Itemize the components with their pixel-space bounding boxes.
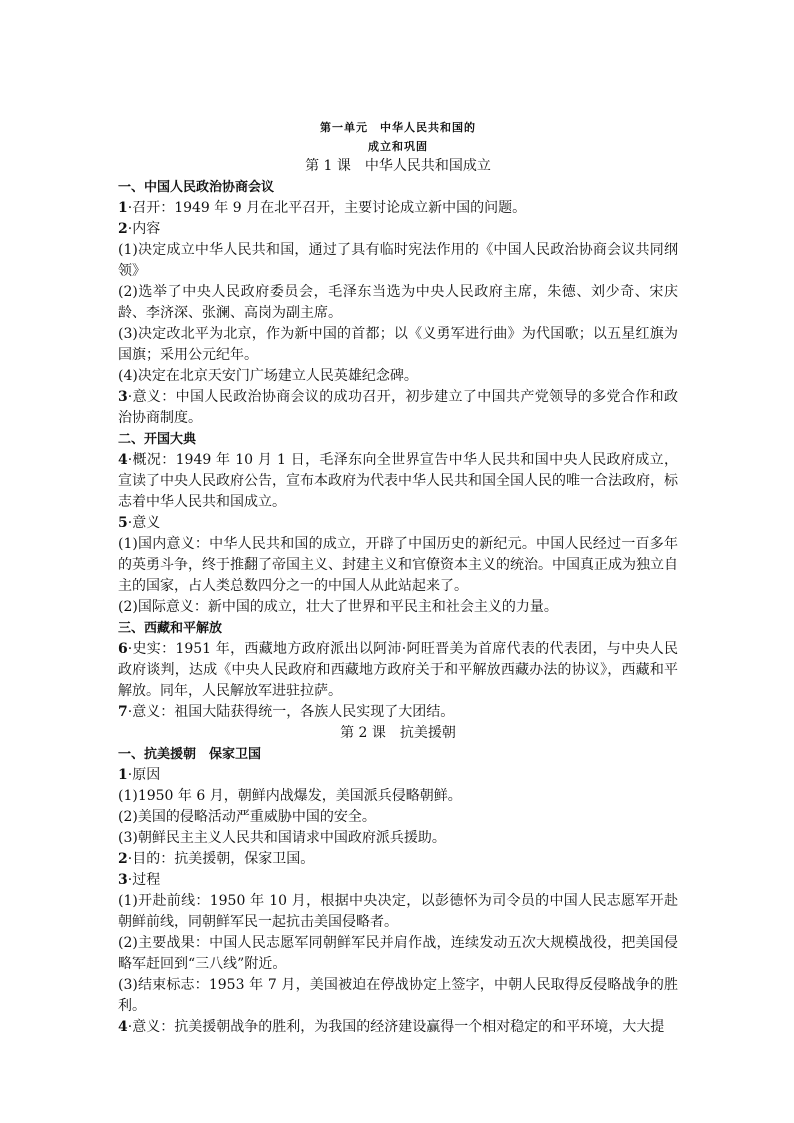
- unit-title-line2: 成立和巩固: [368, 140, 428, 153]
- item-number: 1: [118, 200, 128, 216]
- paragraph: [118, 702, 678, 723]
- item-text: ·目的：抗美援朝，保家卫国。: [127, 851, 315, 867]
- sub-item: (1)开赴前线：1950 年 10 月，根据中央决定，以彭德怀为司令员的中国人民志愿军开赴朝鲜前线，同朝鲜军民一起抗击美国侵略者。: [118, 893, 678, 930]
- sub-item: (1)1950 年 6 月，朝鲜内战爆发，美国派兵侵略朝鲜。: [118, 788, 462, 804]
- paragraph: [118, 765, 678, 786]
- paragraph: [118, 870, 678, 891]
- lesson-2-title: 第 2 课 抗美援朝: [340, 725, 456, 741]
- sub-item: (4)决定在北京天安门广场建立人民英雄纪念碑。: [118, 368, 418, 384]
- section-heading: 二、开国大典: [118, 432, 197, 447]
- item-number: 1: [118, 767, 128, 783]
- item-text: ·意义：抗美援朝战争的胜利，为我国的经济建设赢得一个相对稳定的和平环境，大大提: [127, 1019, 665, 1035]
- section-heading: 一、抗美援朝 保家卫国: [118, 747, 262, 762]
- item-text: ·原因: [127, 767, 161, 783]
- item-text: ·意义：中国人民政治协商会议的成功召开，初步建立了中国共产党领导的多党合作和政治协商制度。: [118, 389, 678, 426]
- item-text: ·召开：1949 年 9 月在北平召开，主要讨论成立新中国的问题。: [127, 200, 527, 216]
- item-text: ·内容: [127, 221, 161, 237]
- paragraph: [118, 450, 678, 513]
- sub-item: (1)决定成立中华人民共和国，通过了具有临时宪法作用的《中国人民政治协商会议共同纲领》: [118, 242, 678, 279]
- paragraph: [118, 849, 678, 870]
- sub-item: (2)主要战果：中国人民志愿军同朝鲜军民并肩作战，连续发动五次大规模战役，把美国侵略军赶回到“三八线”附近。: [118, 935, 678, 972]
- item-text: ·过程: [127, 872, 161, 888]
- paragraph: [118, 387, 678, 429]
- paragraph: [118, 198, 678, 219]
- lesson-1-title: 第 1 课 中华人民共和国成立: [305, 158, 491, 174]
- sub-item: (2)选举了中央人民政府委员会，毛泽东当选为中央人民政府主席，朱德、刘少奇、宋庆龄、李济深、张澜、高岗为副主席。: [118, 284, 678, 321]
- sub-item: (1)国内意义：中华人民共和国的成立，开辟了中国历史的新纪元。中国人民经过一百多年的英勇斗争，终于推翻了帝国主义、封建主义和官僚资本主义的统治。中国真正成为独立自主的国家，占人类总数四分之一的中国人从此站起来了。: [118, 536, 678, 594]
- sub-item: (3)决定改北平为北京，作为新中国的首都；以《义勇军进行曲》为代国歌；以五星红旗为国旗；采用公元纪年。: [118, 326, 678, 363]
- paragraph: [118, 513, 678, 534]
- sub-item: (3)朝鲜民主主义人民共和国请求中国政府派兵援助。: [118, 830, 446, 846]
- item-text: ·意义：祖国大陆获得统一，各族人民实现了大团结。: [127, 704, 455, 720]
- item-number: 5: [118, 515, 128, 531]
- item-number: 2: [118, 221, 128, 237]
- section-heading: 一、中国人民政治协商会议: [118, 180, 275, 195]
- unit-title: 第一单元 中华人民共和国的: [320, 121, 476, 134]
- sub-item: (3)结束标志：1953 年 7 月，美国被迫在停战协定上签字，中朝人民取得反侵略战争的胜利。: [118, 977, 678, 1014]
- paragraph: [118, 639, 678, 702]
- document-page: [118, 118, 678, 1038]
- sub-item: (2)国际意义：新中国的成立，壮大了世界和平民主和社会主义的力量。: [118, 599, 558, 615]
- section-heading: 三、西藏和平解放: [118, 621, 223, 636]
- item-number: 4: [118, 1019, 128, 1035]
- item-text: ·史实：1951 年，西藏地方政府派出以阿沛·阿旺晋美为首席代表的代表团，与中央人民政府谈判，达成《中央人民政府和西藏地方政府关于和平解放西藏办法的协议》，西藏和平解放。同年，人民解放军进驻拉萨。: [118, 641, 678, 699]
- item-number: 3: [118, 389, 128, 405]
- sub-item: (2)美国的侵略活动严重威胁中国的安全。: [118, 809, 376, 825]
- item-number: 3: [118, 872, 128, 888]
- paragraph: [118, 1017, 678, 1038]
- item-number: 4: [118, 452, 128, 468]
- item-text: ·意义: [127, 515, 161, 531]
- item-number: 2: [118, 851, 128, 867]
- item-number: 6: [118, 641, 128, 657]
- paragraph: [118, 219, 678, 240]
- item-text: ·概况：1949 年 10 月 1 日，毛泽东向全世界宣告中华人民共和国中央人民政府成立，宣读了中央人民政府公告，宣布本政府为代表中华人民共和国全国人民的唯一合法政府，标志着中华人民共和国成立。: [118, 452, 678, 510]
- item-number: 7: [118, 704, 128, 720]
